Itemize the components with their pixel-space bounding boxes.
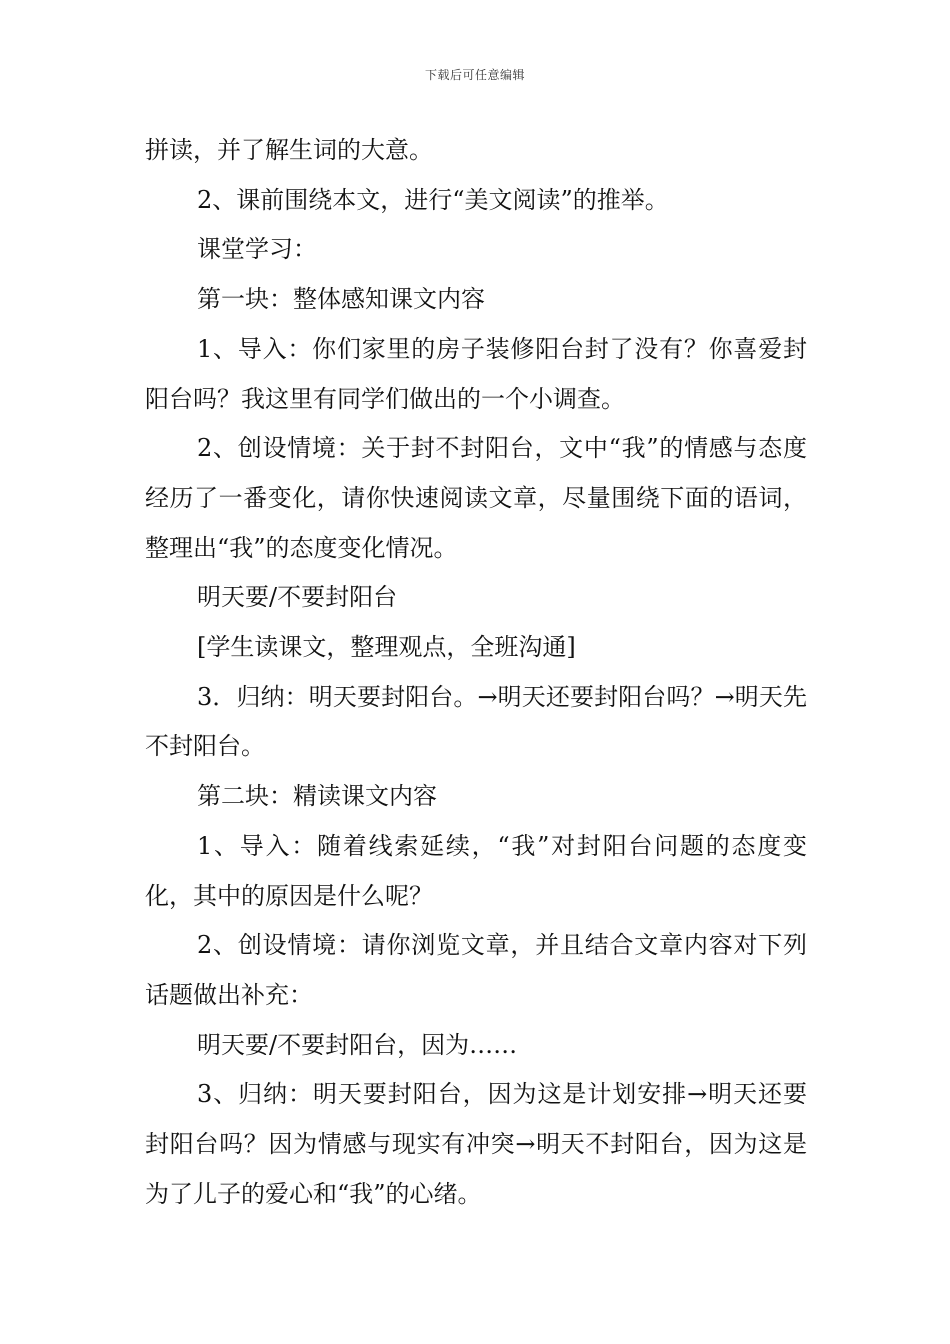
paragraph-block-two-summary: 3、归纳：明天要封阳台，因为这是计划安排→明天还要封阳台吗？因为情感与现实有冲突→明天不封阳台，因为这是为了儿子的爱心和“我”的心绪。 xyxy=(145,1080,807,1208)
page-header: 下载后可任意编辑 xyxy=(424,68,525,82)
paragraph-block-one-activity: [学生读课文，整理观点，全班沟通] xyxy=(197,633,576,662)
paragraph-block-one-prompt: 明天要/不要封阳台 xyxy=(197,583,398,612)
paragraph-block-two-scenario: 2、创设情境：请你浏览文章，并且结合文章内容对下列话题做出补充： xyxy=(145,931,807,1009)
paragraph-block-one-scenario: 2、创设情境：关于封不封阳台，文中“我”的情感与态度经历了一番变化，请你快速阅读文章，尽量围绕下面的语词，整理出“我”的态度变化情况。 xyxy=(145,434,807,562)
paragraph-vocabulary: 拼读，并了解生词的大意。 xyxy=(145,136,433,164)
section-heading-classroom-study: 课堂学习： xyxy=(197,235,317,264)
paragraph-block-two-prompt: 明天要/不要封阳台，因为…… xyxy=(197,1030,518,1059)
paragraph-block-one-intro: 1、导入：你们家里的房子装修阳台封了没有？你喜爱封阳台吗？我这里有同学们做出的一个小调查。 xyxy=(145,334,807,413)
paragraph-block-one-summary: 3．归纳：明天要封阳台。→明天还要封阳台吗？→明天先不封阳台。 xyxy=(145,682,807,761)
paragraph-preclass-task-2: 2、课前围绕本文，进行“美文阅读”的推举。 xyxy=(197,185,669,214)
paragraph-block-two-intro: 1、导入：随着线索延续，“我”对封阳台问题的态度变化，其中的原因是什么呢？ xyxy=(145,831,807,910)
document-body xyxy=(145,126,807,1219)
section-heading-block-one: 第一块：整体感知课文内容 xyxy=(197,285,485,314)
section-heading-block-two: 第二块：精读课文内容 xyxy=(197,782,437,811)
